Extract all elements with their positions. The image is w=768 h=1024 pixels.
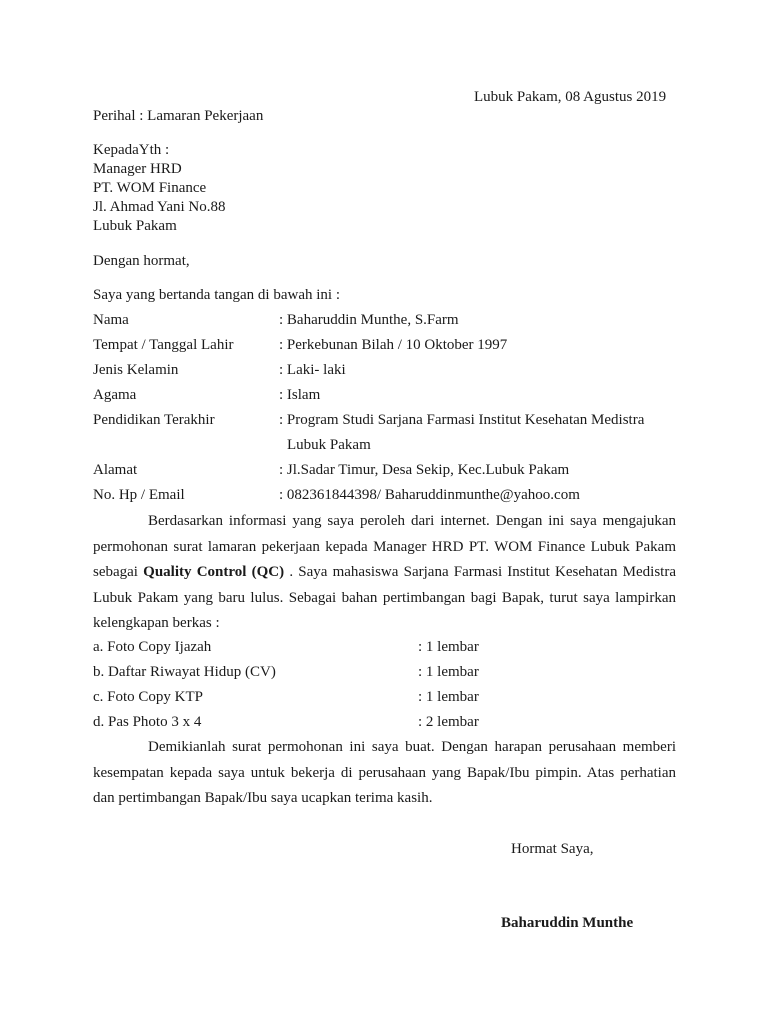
attachment-qty: : 1 lembar	[418, 639, 479, 655]
intro-line: Saya yang bertanda tangan di bawah ini :	[93, 287, 341, 303]
education-label: Pendidikan Terakhir	[93, 412, 215, 428]
address-label: Alamat	[93, 462, 138, 478]
birth-value: : Perkebunan Bilah / 10 Oktober 1997	[279, 337, 508, 353]
attachment-item: c. Foto Copy KTP	[93, 689, 204, 705]
recipient-street: Jl. Ahmad Yani No.88	[93, 199, 226, 215]
recipient-city: Lubuk Pakam	[93, 218, 177, 234]
contact-value: : 082361844398/ Baharuddinmunthe@yahoo.com	[279, 487, 580, 503]
gender-value: : Laki- laki	[279, 362, 346, 378]
attachment-qty: : 1 lembar	[418, 664, 479, 680]
name-label: Nama	[93, 312, 129, 328]
education-value: : Program Studi Sarjana Farmasi Institut Kesehatan Medistra	[279, 412, 645, 428]
recipient-greeting: KepadaYth :	[93, 142, 170, 158]
attachment-item: a. Foto Copy Ijazah	[93, 639, 212, 655]
signer-name: Baharuddin Munthe	[501, 915, 634, 931]
recipient-title: Manager HRD	[93, 161, 182, 177]
body-text-part1: Berdasarkan informasi yang saya peroleh dari internet. Dengan ini saya mengajukan permohonan surat lamaran pekerjaan kepada Manager HRD PT. WOM Finance Lubuk Pakam sebagai	[93, 513, 676, 581]
attachment-item: d. Pas Photo 3 x 4	[93, 714, 202, 730]
name-value: : Baharuddin Munthe, S.Farm	[279, 312, 459, 328]
body-text-part2: . Saya mahasiswa Sarjana Farmasi Institut Kesehatan Medistra Lubuk Pakam yang baru lulus. Sebagai bahan pertimbangan bagi Bapak, turut saya lampirkan kelengkapan berkas :	[93, 564, 676, 632]
birth-label: Tempat / Tanggal Lahir	[93, 337, 234, 353]
salutation: Dengan hormat,	[93, 253, 190, 269]
religion-label: Agama	[93, 387, 137, 403]
address-value: : Jl.Sadar Timur, Desa Sekip, Kec.Lubuk Pakam	[279, 462, 570, 478]
attachment-qty: : 2 lembar	[418, 714, 479, 730]
closing-paragraph: Demikianlah surat permohonan ini saya buat. Dengan harapan perusahaan memberi kesempatan kepada saya untuk bekerja di perusahaan yang Bapak/Ibu pimpin. Atas perhatian dan pertimbangan Bapak/Ibu saya ucapkan terima kasih.	[93, 739, 676, 807]
religion-value: : Islam	[279, 387, 321, 403]
contact-label: No. Hp / Email	[93, 487, 185, 503]
attachment-item: b. Daftar Riwayat Hidup (CV)	[93, 664, 276, 680]
letter-subject: Perihal : Lamaran Pekerjaan	[93, 108, 264, 124]
body-paragraph	[93, 509, 676, 637]
recipient-company: PT. WOM Finance	[93, 180, 207, 196]
education-value-continued: Lubuk Pakam	[287, 437, 371, 453]
gender-label: Jenis Kelamin	[93, 362, 179, 378]
sign-off: Hormat Saya,	[511, 841, 594, 857]
attachment-qty: : 1 lembar	[418, 689, 479, 705]
applied-position: Quality Control (QC)	[143, 564, 285, 581]
letter-date: Lubuk Pakam, 08 Agustus 2019	[474, 89, 667, 105]
